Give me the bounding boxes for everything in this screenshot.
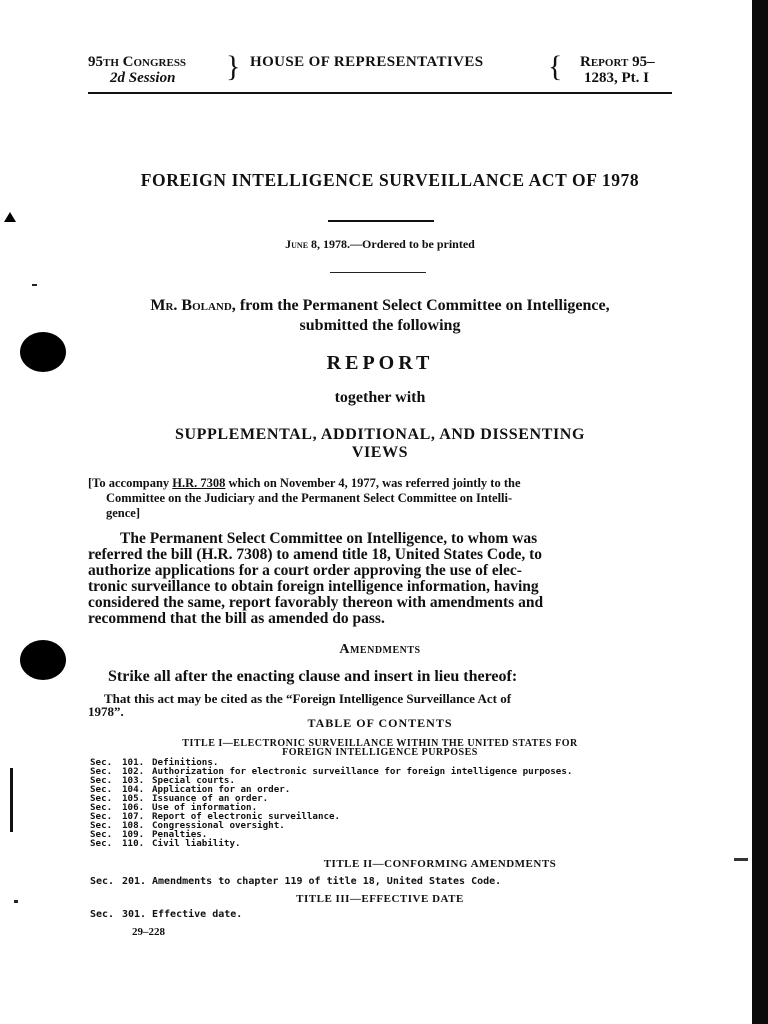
- main-paragraph-line2: referred the bill (H.R. 7308) to amend title 18, United States Code, to: [88, 546, 543, 563]
- date-line: [150, 237, 610, 252]
- accompany-bill: H.R. 7308: [172, 476, 226, 490]
- scan-edge: [752, 0, 768, 1024]
- header-congress: [88, 54, 186, 71]
- title-one-line2: FOREIGN INTELLIGENCE PURPOSES: [282, 747, 478, 758]
- scan-speck-line: [10, 768, 13, 832]
- together-with: together with: [334, 389, 426, 406]
- toc-heading: TABLE OF CONTENTS: [307, 716, 453, 730]
- cited-line1: That this act may be cited as the “Foreign Intelligence Surveillance Act of: [104, 691, 512, 706]
- toc-row: Sec. 107. Report of electronic surveillance.: [90, 811, 341, 822]
- title-two-heading: TITLE II—CONFORMING AMENDMENTS: [323, 858, 557, 870]
- submitter-line1: [60, 297, 700, 315]
- accompany-rest: which on November 4, 1977, was referred jointly to the: [228, 476, 521, 490]
- accompany-prefix: [To accompany: [88, 476, 170, 490]
- strike-line: Strike all after the enacting clause and insert in lieu thereof:: [108, 668, 518, 685]
- toc-row: Sec. 103. Special courts.: [90, 775, 235, 786]
- hole-punch-bottom: [20, 640, 66, 680]
- title-rule: [328, 220, 434, 222]
- submitter-name: Mr. Boland,: [150, 297, 236, 314]
- scan-speck-triangle: [4, 212, 16, 222]
- session-label: 2d Session: [110, 70, 176, 86]
- accompany-note-line1: [88, 476, 674, 491]
- views-heading-line1: SUPPLEMENTAL, ADDITIONAL, AND DISSENTING: [175, 426, 585, 443]
- scan-speck: [32, 284, 37, 286]
- toc-row: Sec. 105. Issuance of an order.: [90, 793, 269, 804]
- main-paragraph-line5: considered the same, report favorably thereon with amendments and: [88, 594, 544, 611]
- main-paragraph-line1: The Permanent Select Committee on Intelligence, to whom was: [120, 530, 538, 547]
- toc-row: Sec. 108. Congressional oversight.: [90, 820, 285, 831]
- toc-row: Sec. 101. Definitions.: [90, 757, 219, 768]
- document-title: FOREIGN INTELLIGENCE SURVEILLANCE ACT OF 1978: [140, 170, 640, 190]
- accompany-note-line3: gence]: [106, 506, 141, 520]
- header-rule: [88, 92, 672, 94]
- toc-row: Sec. 110. Civil liability.: [90, 838, 241, 849]
- date-value: June 8, 1978.: [285, 237, 351, 251]
- submitter-line2: submitted the following: [299, 317, 461, 334]
- scan-speck: [14, 900, 18, 903]
- congress-label: 95th Congress: [88, 54, 187, 70]
- hole-punch-top: [20, 332, 66, 372]
- toc-row: Sec. 104. Application for an order.: [90, 784, 291, 795]
- toc-row: Sec. 301. Effective date.: [90, 909, 243, 920]
- chamber-title: HOUSE OF REPRESENTATIVES: [250, 54, 484, 70]
- toc-row: Sec. 106. Use of information.: [90, 802, 258, 813]
- amendments-heading: Amendments: [339, 642, 421, 657]
- cited-line2: 1978”.: [88, 704, 124, 719]
- report-heading: REPORT: [326, 352, 434, 374]
- toc-row: Sec. 102. Authorization for electronic surveillance for foreign intelligence purposes.: [90, 766, 573, 777]
- accompany-note-line2: Committee on the Judiciary and the Permanent Select Committee on Intelli-: [106, 491, 513, 505]
- main-paragraph-line3: authorize applications for a court order approving the use of elec-: [88, 562, 522, 579]
- title-one-line1: TITLE I—ELECTRONIC SURVEILLANCE WITHIN THE UNITED STATES FOR: [182, 738, 578, 749]
- submitter-rest: from the Permanent Select Committee on Intelligence,: [239, 297, 610, 314]
- report-number-line1: Report 95–: [580, 54, 655, 70]
- toc-row: Sec. 109. Penalties.: [90, 829, 208, 840]
- footer-code: 29–228: [132, 926, 165, 938]
- left-brace: }: [226, 50, 241, 83]
- scan-speck: [734, 858, 748, 861]
- report-number-line2: 1283, Pt. I: [584, 70, 649, 86]
- views-heading-line2: VIEWS: [351, 444, 409, 461]
- main-paragraph-line4: tronic surveillance to obtain foreign intelligence information, having: [88, 578, 539, 595]
- title-three-heading: TITLE III—EFFECTIVE DATE: [296, 893, 464, 905]
- right-brace: {: [548, 50, 563, 83]
- date-rule: [330, 272, 426, 273]
- date-text: —Ordered to be printed: [350, 237, 475, 251]
- main-paragraph-line6: recommend that the bill as amended do pass.: [88, 610, 385, 627]
- toc-row: Sec. 201. Amendments to chapter 119 of title 18, United States Code.: [90, 876, 502, 887]
